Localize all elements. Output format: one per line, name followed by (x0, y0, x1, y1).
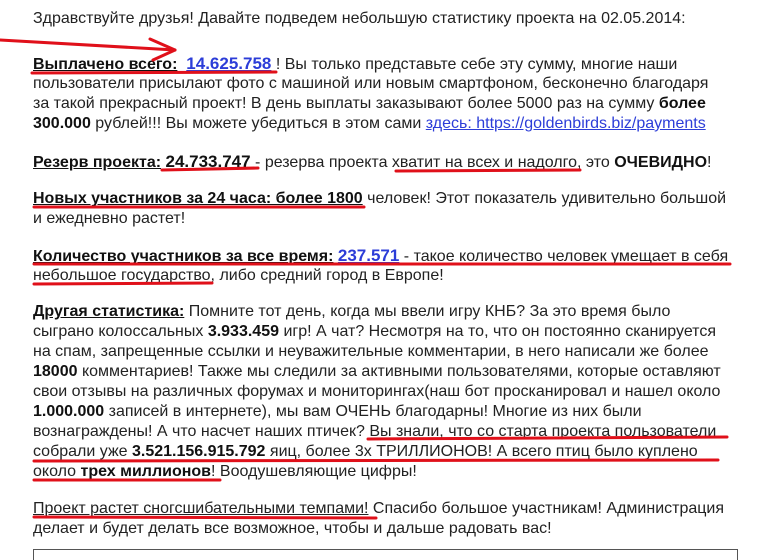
new-users-line (33, 189, 726, 209)
other-stats-text-5: свои отзывы на различных форумах и мониторингах(наш бот просканировал и нашел около (33, 383, 721, 400)
other-stats-text-4: комментариев! Также мы следили за активными пользователями, которые оставляют (77, 363, 721, 380)
other-stats-line-2 (33, 322, 716, 342)
paid-text-4: рублей!!! Вы можете убедиться в этом сами (90, 115, 426, 132)
games-count: 3.933.459 (207, 323, 279, 340)
other-stats-text-8c: яиц, более 3х ТРИЛЛИОНОВ! А всего птиц было куплено (265, 443, 698, 460)
other-stats-text-3: на спам, запрещенные ссылки и неуважительные комментарии, в него написали же более (33, 343, 709, 360)
paid-bold-amount: 300.000 (33, 115, 91, 132)
comments-count: 18000 (33, 363, 78, 380)
reserve-text-b: хватит на всех и надолго (391, 154, 578, 171)
other-stats-line-8 (33, 442, 698, 462)
other-stats-line-4 (33, 362, 721, 382)
other-stats-line-3 (33, 342, 708, 362)
closing-text-2: делает и будет делать все возможное, чтобы и дальше радовать вас! (33, 520, 552, 537)
eggs-count: 3.521.156.915.792 (131, 443, 266, 460)
other-stats-line-5 (33, 382, 720, 402)
payments-link[interactable]: здесь: https://goldenbirds.biz/payments (425, 115, 706, 132)
reserve-value: 24.733.747 (165, 152, 251, 171)
new-users-text-2: и ежедневно растет! (33, 210, 186, 227)
intro-text: Здравствуйте друзья! Давайте подведем небольшую статистику проекта на 02.05.2014: (33, 10, 686, 27)
paid-total-line (33, 54, 677, 74)
total-users-text-2a: небольшое государство (33, 267, 211, 284)
other-stats-text-2c: игр! А чат? Несмотря на то, что он постоянно сканируется (279, 323, 716, 340)
red-arrow-shaft (0, 40, 175, 50)
other-stats-line-7 (33, 422, 716, 442)
total-users-text: - такое количество человек умещает в себя (399, 248, 729, 265)
paid-text-2: пользователи присылают фото с машиной или новым смартфоном, бесконечно благодаря (33, 75, 709, 92)
other-stats-text-2a: сыграно колоссальных (33, 323, 208, 340)
reserve-text-a: - резерва проекта (250, 154, 392, 171)
total-users-label: Количество участников за все время: (33, 248, 334, 265)
closing-text-1: Спасибо большое участникам! Администрация (368, 500, 725, 517)
other-stats-text-7: вознаграждены! А что насчет наших птичек? Вы знали, что со старта проекта пользователи (33, 423, 717, 440)
paid-line-2 (33, 74, 708, 94)
paid-line-4 (33, 114, 706, 134)
intro-line (33, 9, 686, 29)
other-stats-text-6: записей в интернете), мы вам ОЧЕНЬ благодарны! Многие из них были (104, 403, 642, 420)
paid-line-3 (33, 94, 706, 114)
paid-total-label: Выплачено всего: (33, 56, 178, 73)
paid-text-3: за такой прекрасный проект! В день выплаты заказывают более 5000 раз на сумму (33, 95, 659, 112)
other-stats-line-9 (33, 462, 417, 482)
total-users-line-2 (33, 266, 444, 286)
other-stats-label: Другая статистика: (33, 303, 185, 320)
other-stats-text-9a: около (33, 463, 81, 480)
paid-bold-more: более (658, 95, 706, 112)
closing-line (33, 499, 724, 519)
other-stats-text-1: Помните тот день, когда мы ввели игру КНБ? За это время было (184, 303, 671, 320)
new-users-text: человек! Этот показатель удивительно большой (362, 190, 727, 207)
total-users-line (33, 246, 728, 266)
reserve-text-e: ! (707, 154, 712, 171)
other-stats-text-9c: ! Воодушевляющие цифры! (211, 463, 417, 480)
other-stats-line-6 (33, 402, 642, 422)
reserve-line (33, 152, 712, 172)
reserve-label: Резерв проекта: (33, 154, 162, 171)
closing-line-2 (33, 519, 552, 539)
records-count: 1.000.000 (33, 403, 105, 420)
total-users-text-2b: , либо средний город в Европе! (210, 267, 444, 284)
growth-statement: Проект растет сногсшибательными темпами! (33, 500, 369, 517)
paid-total-value[interactable]: 14.625.758 (186, 54, 272, 73)
new-users-line-2 (33, 209, 185, 229)
other-stats-text-8a: собрали уже (33, 443, 132, 460)
paid-total-text: ! Вы только представьте себе эту сумму, многие наши (271, 56, 678, 73)
new-users-label: Новых участников за 24 часа: более 1800 (33, 190, 363, 207)
total-users-value[interactable]: 237.571 (337, 246, 400, 265)
reserve-bold-obvious: ОЧЕВИДНО (614, 154, 708, 171)
reserve-text-c: , это (577, 154, 615, 171)
other-stats-line (33, 302, 670, 322)
birds-count: трех миллионов (80, 463, 212, 480)
